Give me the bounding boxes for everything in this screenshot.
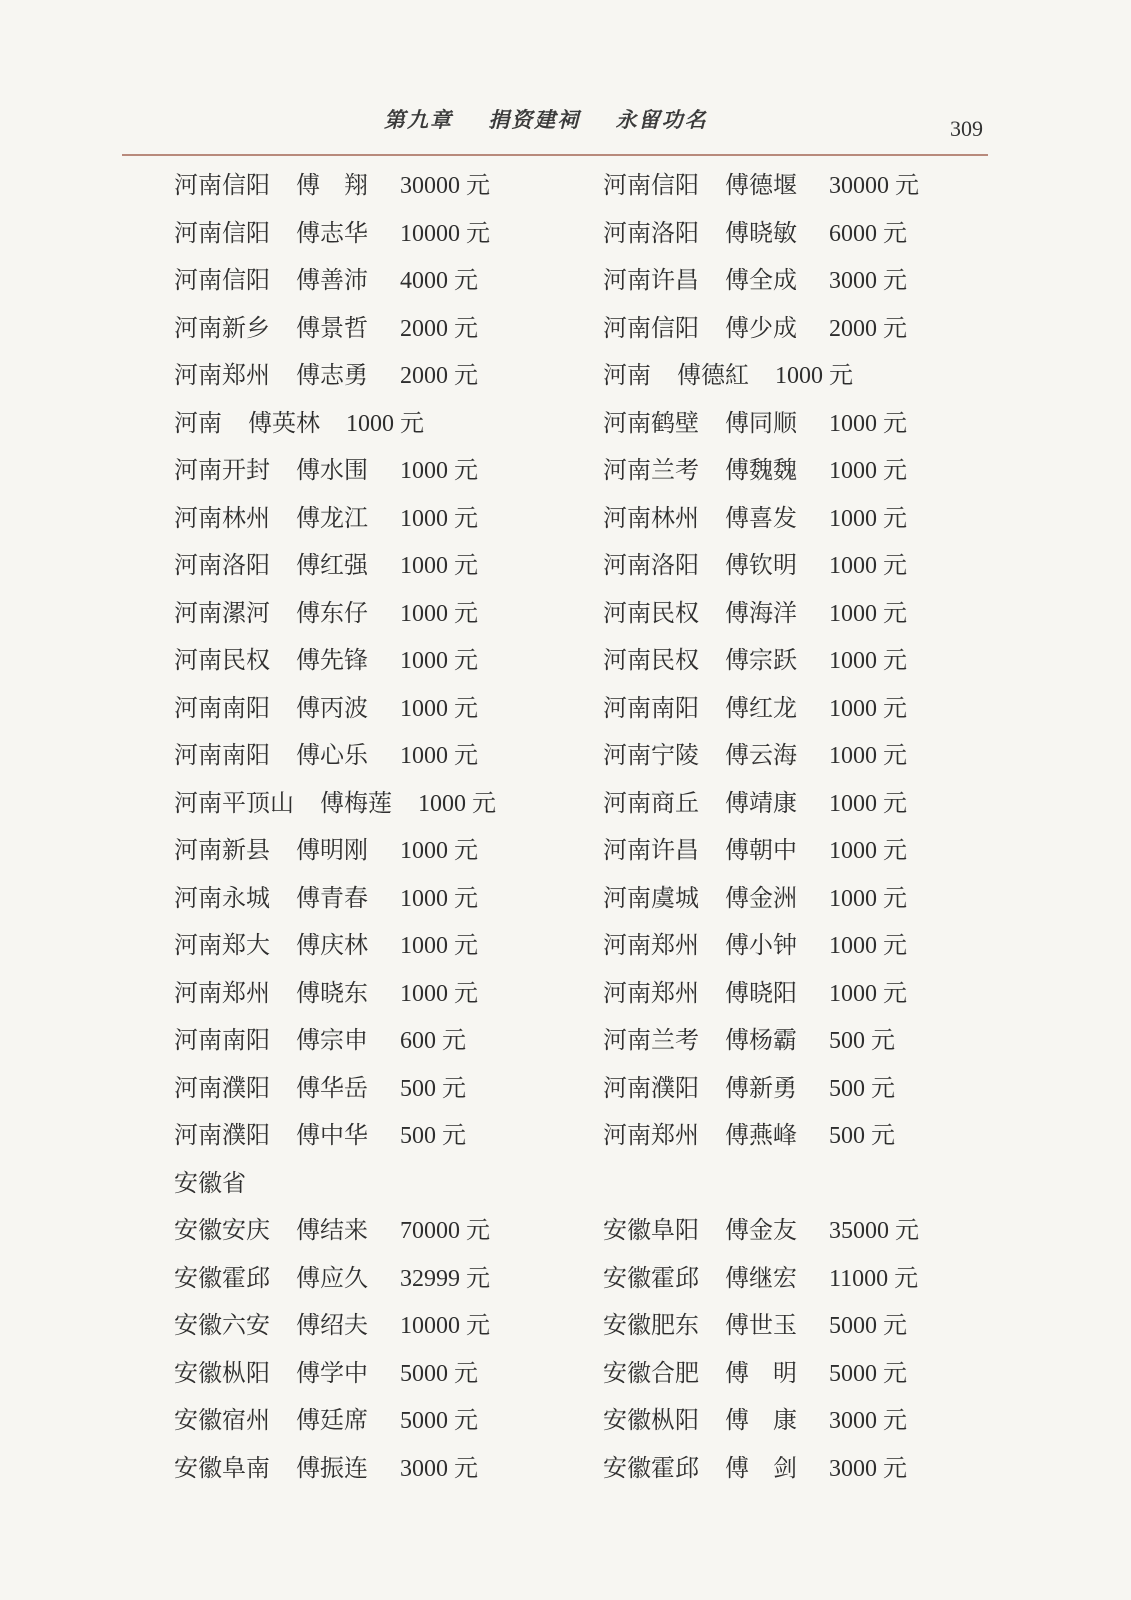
donor-entry [603, 447, 919, 495]
donor-amount: 1000 元 [829, 600, 907, 627]
donor-name: 傅晓敏 [725, 218, 797, 247]
donor-place: 河南民权 [174, 646, 270, 674]
donor-entry [174, 875, 496, 923]
donor-amount: 600 元 [400, 1028, 466, 1054]
donor-entry [603, 1065, 919, 1113]
donor-place: 河南郑州 [174, 361, 270, 389]
donor-amount: 1000 元 [400, 933, 478, 959]
donor-place: 河南 [174, 408, 222, 437]
donor-place: 河南郑州 [603, 931, 699, 959]
donor-place: 安徽霍邱 [603, 1263, 699, 1292]
donor-entry [603, 257, 919, 305]
donor-place: 河南信阳 [603, 313, 699, 342]
blank-row [603, 1160, 919, 1208]
donor-entry [603, 400, 919, 448]
donor-place: 河南虞城 [603, 883, 699, 912]
donor-entry [603, 685, 919, 733]
donor-amount: 1000 元 [346, 410, 424, 437]
donor-amount: 500 元 [829, 1075, 895, 1102]
donor-amount: 70000 元 [400, 1218, 490, 1244]
donor-name: 傅云海 [725, 741, 797, 769]
donor-amount: 2000 元 [829, 315, 907, 342]
donor-amount: 2000 元 [400, 363, 478, 389]
donor-place: 安徽六安 [174, 1311, 270, 1339]
donor-amount: 3000 元 [829, 1455, 907, 1482]
donor-amount: 1000 元 [400, 743, 478, 769]
donor-name: 傅廷席 [296, 1406, 368, 1434]
donor-name: 傅宗跃 [725, 646, 797, 674]
donor-name: 傅水围 [296, 456, 368, 484]
donor-place: 河南信阳 [174, 171, 270, 199]
donor-place: 河南洛阳 [603, 218, 699, 247]
donor-amount: 3000 元 [400, 1455, 478, 1482]
section-heading: 安徽省 [174, 1168, 246, 1197]
donor-entry [603, 1112, 919, 1160]
donor-name: 傅志勇 [296, 361, 368, 389]
donor-entry [174, 732, 496, 780]
donor-entry [603, 352, 919, 400]
donor-amount: 6000 元 [829, 220, 907, 247]
page-number: 309 [950, 116, 983, 141]
donor-name: 傅全成 [725, 266, 797, 294]
donor-name: 傅丙波 [296, 693, 368, 722]
donor-place: 河南 [603, 361, 651, 389]
donor-name: 傅钦明 [725, 551, 797, 579]
donor-amount: 10000 元 [400, 220, 490, 247]
donor-name: 傅世玉 [725, 1311, 797, 1339]
donor-list-left-column [174, 162, 496, 1492]
donor-entry [603, 922, 919, 970]
donor-name: 傅海洋 [725, 598, 797, 627]
donor-amount: 1000 元 [829, 790, 907, 817]
donor-name: 傅继宏 [725, 1263, 797, 1292]
donor-amount: 1000 元 [829, 933, 907, 959]
donor-place: 河南南阳 [174, 693, 270, 722]
donor-name: 傅少成 [725, 313, 797, 342]
donor-place: 安徽安庆 [174, 1216, 270, 1244]
donor-name: 傅宗申 [296, 1026, 368, 1054]
donor-entry [174, 1207, 496, 1255]
donor-name: 傅德紅 [677, 361, 749, 389]
donor-place: 河南平顶山 [174, 788, 294, 817]
running-head [384, 104, 734, 134]
donor-name: 傅金洲 [725, 883, 797, 912]
donor-name: 傅晓阳 [725, 978, 797, 1007]
donor-entry [174, 257, 496, 305]
donor-place: 河南宁陵 [603, 741, 699, 769]
donor-name: 傅心乐 [296, 741, 368, 769]
donor-name: 傅青春 [296, 883, 368, 912]
donor-amount: 1000 元 [829, 743, 907, 769]
donor-name: 傅同顺 [725, 408, 797, 437]
donor-entry [174, 1302, 496, 1350]
donor-name: 傅 明 [725, 1358, 797, 1387]
donor-place: 安徽枞阳 [174, 1358, 270, 1387]
donor-name: 傅红强 [296, 551, 368, 579]
donor-name: 傅金友 [725, 1216, 797, 1244]
donor-entry [174, 1017, 496, 1065]
donor-place: 河南林州 [603, 503, 699, 532]
donor-entry [603, 495, 919, 543]
donor-place: 河南信阳 [174, 218, 270, 247]
donor-name: 傅 康 [725, 1406, 797, 1434]
donor-entry [174, 922, 496, 970]
donor-entry [174, 400, 496, 448]
donor-name: 傅梅莲 [320, 788, 392, 817]
donor-entry [174, 780, 496, 828]
donor-amount: 1000 元 [400, 458, 478, 484]
donor-entry [174, 685, 496, 733]
donor-place: 河南濮阳 [603, 1073, 699, 1102]
donor-place: 河南郑州 [174, 978, 270, 1007]
donor-amount: 1000 元 [400, 885, 478, 912]
donor-entry [174, 305, 496, 353]
donor-entry [174, 637, 496, 685]
donor-name: 傅杨霸 [725, 1026, 797, 1054]
donor-place: 河南南阳 [174, 741, 270, 769]
donor-name: 傅小钟 [725, 931, 797, 959]
donor-amount: 500 元 [400, 1123, 466, 1149]
donor-name: 傅朝中 [725, 836, 797, 864]
donor-place: 河南许昌 [603, 266, 699, 294]
donor-name: 傅结来 [296, 1216, 368, 1244]
chapter-label: 第九章 [384, 108, 453, 132]
donor-amount: 1000 元 [400, 980, 478, 1007]
donor-amount: 1000 元 [829, 838, 907, 864]
donor-entry [603, 542, 919, 590]
donor-place: 河南开封 [174, 456, 270, 484]
donor-place: 河南新乡 [174, 313, 270, 342]
donor-entry [603, 780, 919, 828]
donor-name: 傅燕峰 [725, 1121, 797, 1149]
donor-list-right-column [603, 162, 919, 1492]
donor-entry [603, 1350, 919, 1398]
donor-place: 河南鹤壁 [603, 408, 699, 437]
donor-place: 河南新县 [174, 836, 270, 864]
header-rule [122, 154, 988, 156]
donor-place: 河南信阳 [603, 171, 699, 199]
donor-name: 傅英林 [248, 408, 320, 437]
donor-place: 河南南阳 [603, 693, 699, 722]
donor-entry [603, 1302, 919, 1350]
donor-amount: 1000 元 [829, 505, 907, 532]
donor-place: 河南林州 [174, 503, 270, 532]
donor-amount: 1000 元 [400, 600, 478, 627]
donor-entry [174, 1397, 496, 1445]
donor-entry [603, 590, 919, 638]
donor-place: 河南漯河 [174, 598, 270, 627]
donor-place: 安徽宿州 [174, 1406, 270, 1434]
donor-amount: 1000 元 [400, 648, 478, 674]
donor-amount: 3000 元 [829, 1408, 907, 1434]
donor-entry [174, 447, 496, 495]
donor-entry [174, 1445, 496, 1493]
donor-entry [603, 637, 919, 685]
donor-amount: 500 元 [829, 1028, 895, 1054]
donor-name: 傅中华 [296, 1121, 368, 1149]
donor-place: 河南郑大 [174, 931, 270, 959]
donor-entry [174, 352, 496, 400]
donor-name: 傅东仔 [296, 598, 368, 627]
donor-amount: 5000 元 [400, 1408, 478, 1434]
donor-place: 河南南阳 [174, 1026, 270, 1054]
donor-amount: 35000 元 [829, 1218, 919, 1244]
donor-name: 傅晓东 [296, 978, 368, 1007]
donor-entry [174, 1350, 496, 1398]
donor-entry [174, 970, 496, 1018]
donor-place: 河南商丘 [603, 788, 699, 817]
donor-amount: 2000 元 [400, 315, 478, 342]
donor-name: 傅先锋 [296, 646, 368, 674]
donor-entry [174, 210, 496, 258]
donor-amount: 1000 元 [400, 553, 478, 579]
donor-entry [174, 1065, 496, 1113]
donor-place: 安徽合肥 [603, 1358, 699, 1387]
donor-name: 傅靖康 [725, 788, 797, 817]
donor-amount: 1000 元 [400, 838, 478, 864]
donor-entry [603, 875, 919, 923]
donor-place: 河南郑州 [603, 978, 699, 1007]
donor-place: 河南郑州 [603, 1121, 699, 1149]
donor-name: 傅景哲 [296, 313, 368, 342]
donor-place: 安徽阜南 [174, 1453, 270, 1482]
donor-amount: 1000 元 [829, 980, 907, 1007]
donor-entry [603, 1445, 919, 1493]
donor-place: 河南永城 [174, 883, 270, 912]
donor-entry [603, 732, 919, 780]
donor-entry [603, 1255, 919, 1303]
donor-amount: 10000 元 [400, 1313, 490, 1339]
donor-name: 傅应久 [296, 1263, 368, 1292]
donor-name: 傅学中 [296, 1358, 368, 1387]
donor-amount: 1000 元 [829, 695, 907, 722]
donor-place: 河南信阳 [174, 266, 270, 294]
donor-place: 安徽枞阳 [603, 1406, 699, 1434]
donor-place: 河南濮阳 [174, 1121, 270, 1149]
donor-name: 傅庆林 [296, 931, 368, 959]
donor-place: 河南濮阳 [174, 1073, 270, 1102]
donor-amount: 30000 元 [400, 173, 490, 199]
donor-entry [174, 1255, 496, 1303]
donor-name: 傅华岳 [296, 1073, 368, 1102]
donor-name: 傅德堰 [725, 171, 797, 199]
donor-amount: 1000 元 [829, 648, 907, 674]
donor-entry [603, 970, 919, 1018]
donor-name: 傅善沛 [296, 266, 368, 294]
donor-name: 傅 剑 [725, 1453, 797, 1482]
donor-entry [603, 1397, 919, 1445]
donor-name: 傅志华 [296, 218, 368, 247]
donor-name: 傅龙江 [296, 503, 368, 532]
donor-amount: 500 元 [829, 1123, 895, 1149]
donor-amount: 1000 元 [829, 458, 907, 484]
donor-entry [174, 495, 496, 543]
donor-entry [603, 210, 919, 258]
donor-entry [603, 827, 919, 875]
donor-amount: 5000 元 [400, 1360, 478, 1387]
donor-name: 傅新勇 [725, 1073, 797, 1102]
donor-place: 河南洛阳 [174, 551, 270, 579]
donor-place: 河南民权 [603, 646, 699, 674]
donor-entry [603, 1017, 919, 1065]
donor-name: 傅 翔 [296, 171, 368, 199]
donor-amount: 5000 元 [829, 1360, 907, 1387]
donor-amount: 3000 元 [829, 268, 907, 294]
donor-entry [603, 305, 919, 353]
donor-amount: 1000 元 [418, 790, 496, 817]
donor-name: 傅喜发 [725, 503, 797, 532]
donor-place: 河南兰考 [603, 1026, 699, 1054]
chapter-title-part2: 永留功名 [615, 108, 708, 132]
donor-place: 河南民权 [603, 598, 699, 627]
donor-place: 河南兰考 [603, 456, 699, 484]
donor-place: 安徽霍邱 [174, 1263, 270, 1292]
donor-amount: 32999 元 [400, 1265, 490, 1292]
donor-entry [603, 1207, 919, 1255]
donor-name: 傅绍夫 [296, 1311, 368, 1339]
donor-amount: 30000 元 [829, 173, 919, 199]
donor-amount: 1000 元 [829, 885, 907, 912]
donor-amount: 1000 元 [829, 553, 907, 579]
donor-amount: 11000 元 [829, 1265, 919, 1292]
donor-place: 安徽霍邱 [603, 1453, 699, 1482]
donor-amount: 1000 元 [775, 363, 853, 389]
donor-entry [603, 162, 919, 210]
donor-amount: 4000 元 [400, 268, 478, 294]
donor-name: 傅振连 [296, 1453, 368, 1482]
donor-name: 傅魏魏 [725, 456, 797, 484]
donor-entry [174, 542, 496, 590]
donor-place: 安徽阜阳 [603, 1216, 699, 1244]
donor-amount: 1000 元 [400, 505, 478, 532]
donor-amount: 1000 元 [400, 695, 478, 722]
donor-entry [174, 590, 496, 638]
donor-entry [174, 162, 496, 210]
donor-place: 河南洛阳 [603, 551, 699, 579]
donor-amount: 500 元 [400, 1075, 466, 1102]
donor-entry [174, 827, 496, 875]
donor-place: 安徽肥东 [603, 1311, 699, 1339]
donor-entry [174, 1112, 496, 1160]
donor-amount: 1000 元 [829, 410, 907, 437]
donor-name: 傅红龙 [725, 693, 797, 722]
donor-place: 河南许昌 [603, 836, 699, 864]
donor-amount: 5000 元 [829, 1313, 907, 1339]
donor-name: 傅明刚 [296, 836, 368, 864]
chapter-title-part1: 捐资建祠 [488, 108, 581, 132]
